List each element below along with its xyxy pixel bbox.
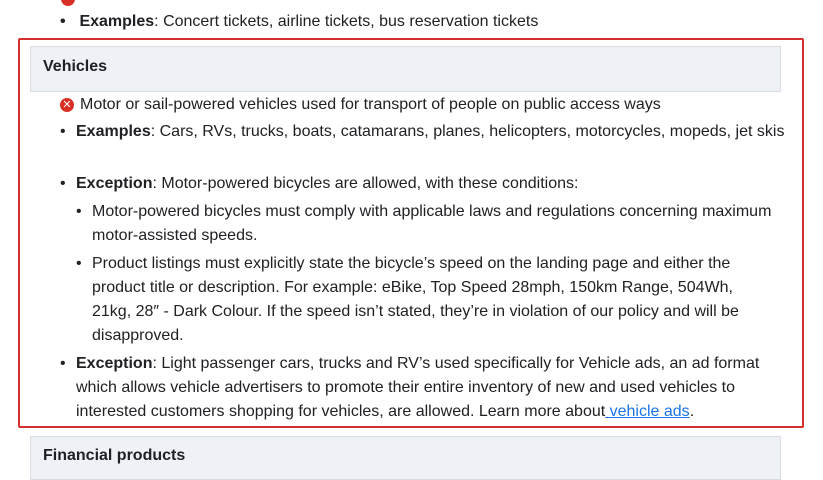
- bullet: •: [76, 255, 82, 272]
- restricted-item: [60, 94, 661, 116]
- list-item: [60, 352, 790, 424]
- restricted-text: Motor or sail-powered vehicles used for transport of people on public access ways: [80, 96, 661, 113]
- examples-text: : Concert tickets, airline tickets, bus reservation tickets: [154, 13, 539, 30]
- list-item: [76, 200, 776, 248]
- list-item: [60, 120, 790, 144]
- section-header-financial[interactable]: [30, 436, 781, 480]
- bullet: •: [76, 203, 82, 220]
- examples-label: Examples: [76, 123, 151, 140]
- list-item: [60, 172, 790, 196]
- examples-label: Examples: [79, 13, 155, 30]
- examples-text: : Cars, RVs, trucks, boats, catamarans, planes, helicopters, motorcycles, mopeds, jet skis: [150, 123, 785, 140]
- section-title: Financial products: [43, 447, 186, 464]
- condition-text: Motor-powered bicycles must comply with applicable laws and regulations concerning maximum motor-assisted speeds.: [92, 203, 772, 244]
- list-item: [60, 11, 538, 33]
- bullet: •: [60, 175, 66, 192]
- period: .: [689, 403, 695, 420]
- section-title: Vehicles: [43, 58, 108, 75]
- bullet: •: [60, 13, 66, 30]
- condition-text: Product listings must explicitly state the bicycle’s speed on the landing page and either the product title or description. For example: eBike, Top Speed 28mph, 150km Range, 504Wh, 21kg, 28″ - Dark Colour. If the speed isn’t stated, they’re in violation of our policy and will be disapproved.: [92, 255, 739, 344]
- restricted-icon: [61, 0, 75, 6]
- exception-text: : Motor-powered bicycles are allowed, with these conditions:: [152, 175, 579, 192]
- bullet: •: [60, 355, 66, 372]
- list-item: [76, 252, 776, 348]
- bullet: •: [60, 123, 66, 140]
- vehicle-ads-link[interactable]: vehicle ads: [605, 403, 690, 420]
- exception-label: Exception: [76, 355, 153, 372]
- section-header-vehicles: [30, 46, 781, 92]
- exception-label: Exception: [76, 175, 153, 192]
- close-icon: ✕: [60, 98, 74, 112]
- exception-text: : Light passenger cars, trucks and RV’s used specifically for Vehicle ads, an ad format which allows vehicle advertisers to promote their entire inventory of new and used vehicles to interested customers shopping for vehicles, are allowed. Learn more about: [76, 355, 760, 420]
